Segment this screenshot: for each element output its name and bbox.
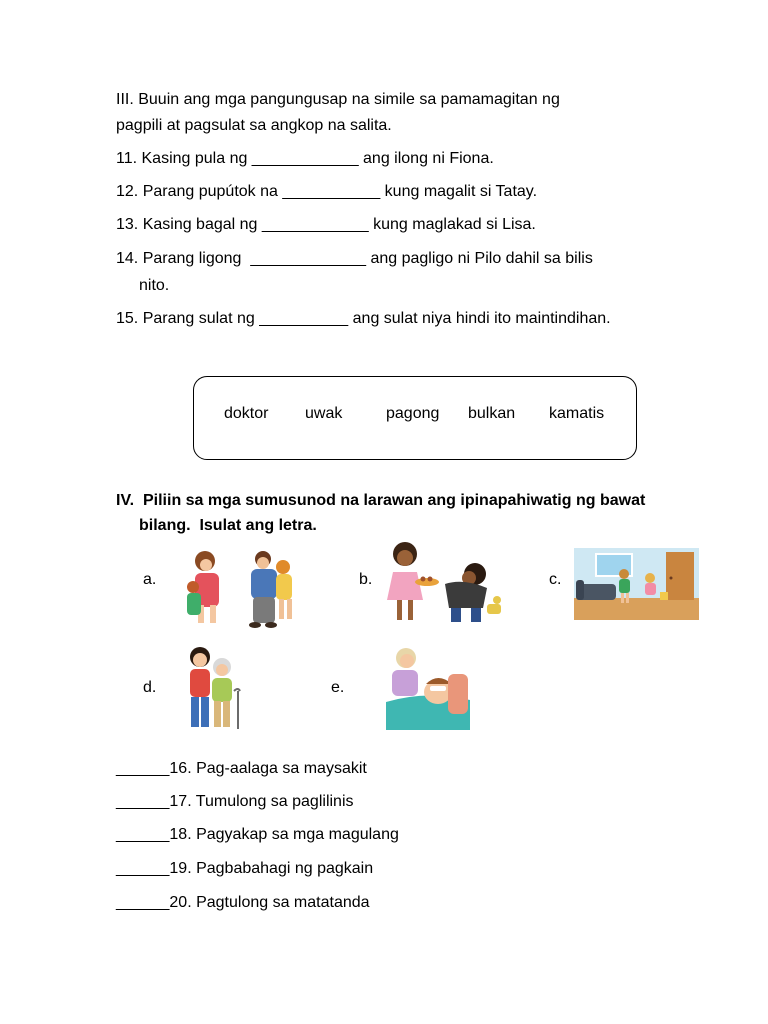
picture-letter-b: b. bbox=[359, 571, 373, 588]
picture-letter-a: a. bbox=[143, 571, 157, 588]
item-12: 12. Parang pupútok na ___________ kung magalit si Tatay. bbox=[116, 183, 538, 200]
item-14-continuation: nito. bbox=[139, 277, 170, 294]
section4-heading-line1: IV. Piliin sa mga sumusunod na larawan ang ipinapahiwatig ng bawat bbox=[116, 492, 646, 509]
section3-heading-line1: III. Buuin ang mga pangungusap na simile sa pamamagitan ng bbox=[116, 91, 560, 108]
item-11: 11. Kasing pula ng ____________ ang ilong ni Fiona. bbox=[116, 150, 494, 167]
helping-elderly-picture bbox=[178, 643, 252, 733]
picture-letter-d: d. bbox=[143, 679, 157, 696]
item-14: 14. Parang ligong _____________ ang pagligo ni Pilo dahil sa bilis bbox=[116, 250, 593, 267]
word-bank-item: doktor bbox=[224, 405, 269, 422]
picture-letter-c: c. bbox=[549, 571, 562, 588]
word-bank-item: uwak bbox=[305, 405, 343, 422]
word-bank-item: bulkan bbox=[468, 405, 516, 422]
picture-letter-e: e. bbox=[331, 679, 345, 696]
answer-17: ______17. Tumulong sa paglilinis bbox=[116, 793, 354, 810]
item-13: 13. Kasing bagal ng ____________ kung maglakad si Lisa. bbox=[116, 216, 536, 233]
answer-19: ______19. Pagbabahagi ng pagkain bbox=[116, 860, 374, 877]
section4-heading-line2: bilang. Isulat ang letra. bbox=[139, 517, 317, 534]
answer-18: ______18. Pagyakap sa mga magulang bbox=[116, 826, 399, 843]
family-hug-picture bbox=[183, 547, 313, 629]
section3-heading-line2: pagpili at pagsulat sa angkop na salita. bbox=[116, 117, 392, 134]
answer-16: ______16. Pag-aalaga sa maysakit bbox=[116, 760, 367, 777]
cleaning-room-picture bbox=[574, 548, 699, 620]
item-15: 15. Parang sulat ng __________ ang sulat niya hindi ito maintindihan. bbox=[116, 310, 611, 327]
word-bank-item: pagong bbox=[386, 405, 440, 422]
caring-for-sick-picture bbox=[386, 644, 470, 730]
word-bank-item: kamatis bbox=[549, 405, 605, 422]
sharing-food-picture bbox=[383, 538, 503, 626]
answer-20: ______20. Pagtulong sa matatanda bbox=[116, 894, 370, 911]
